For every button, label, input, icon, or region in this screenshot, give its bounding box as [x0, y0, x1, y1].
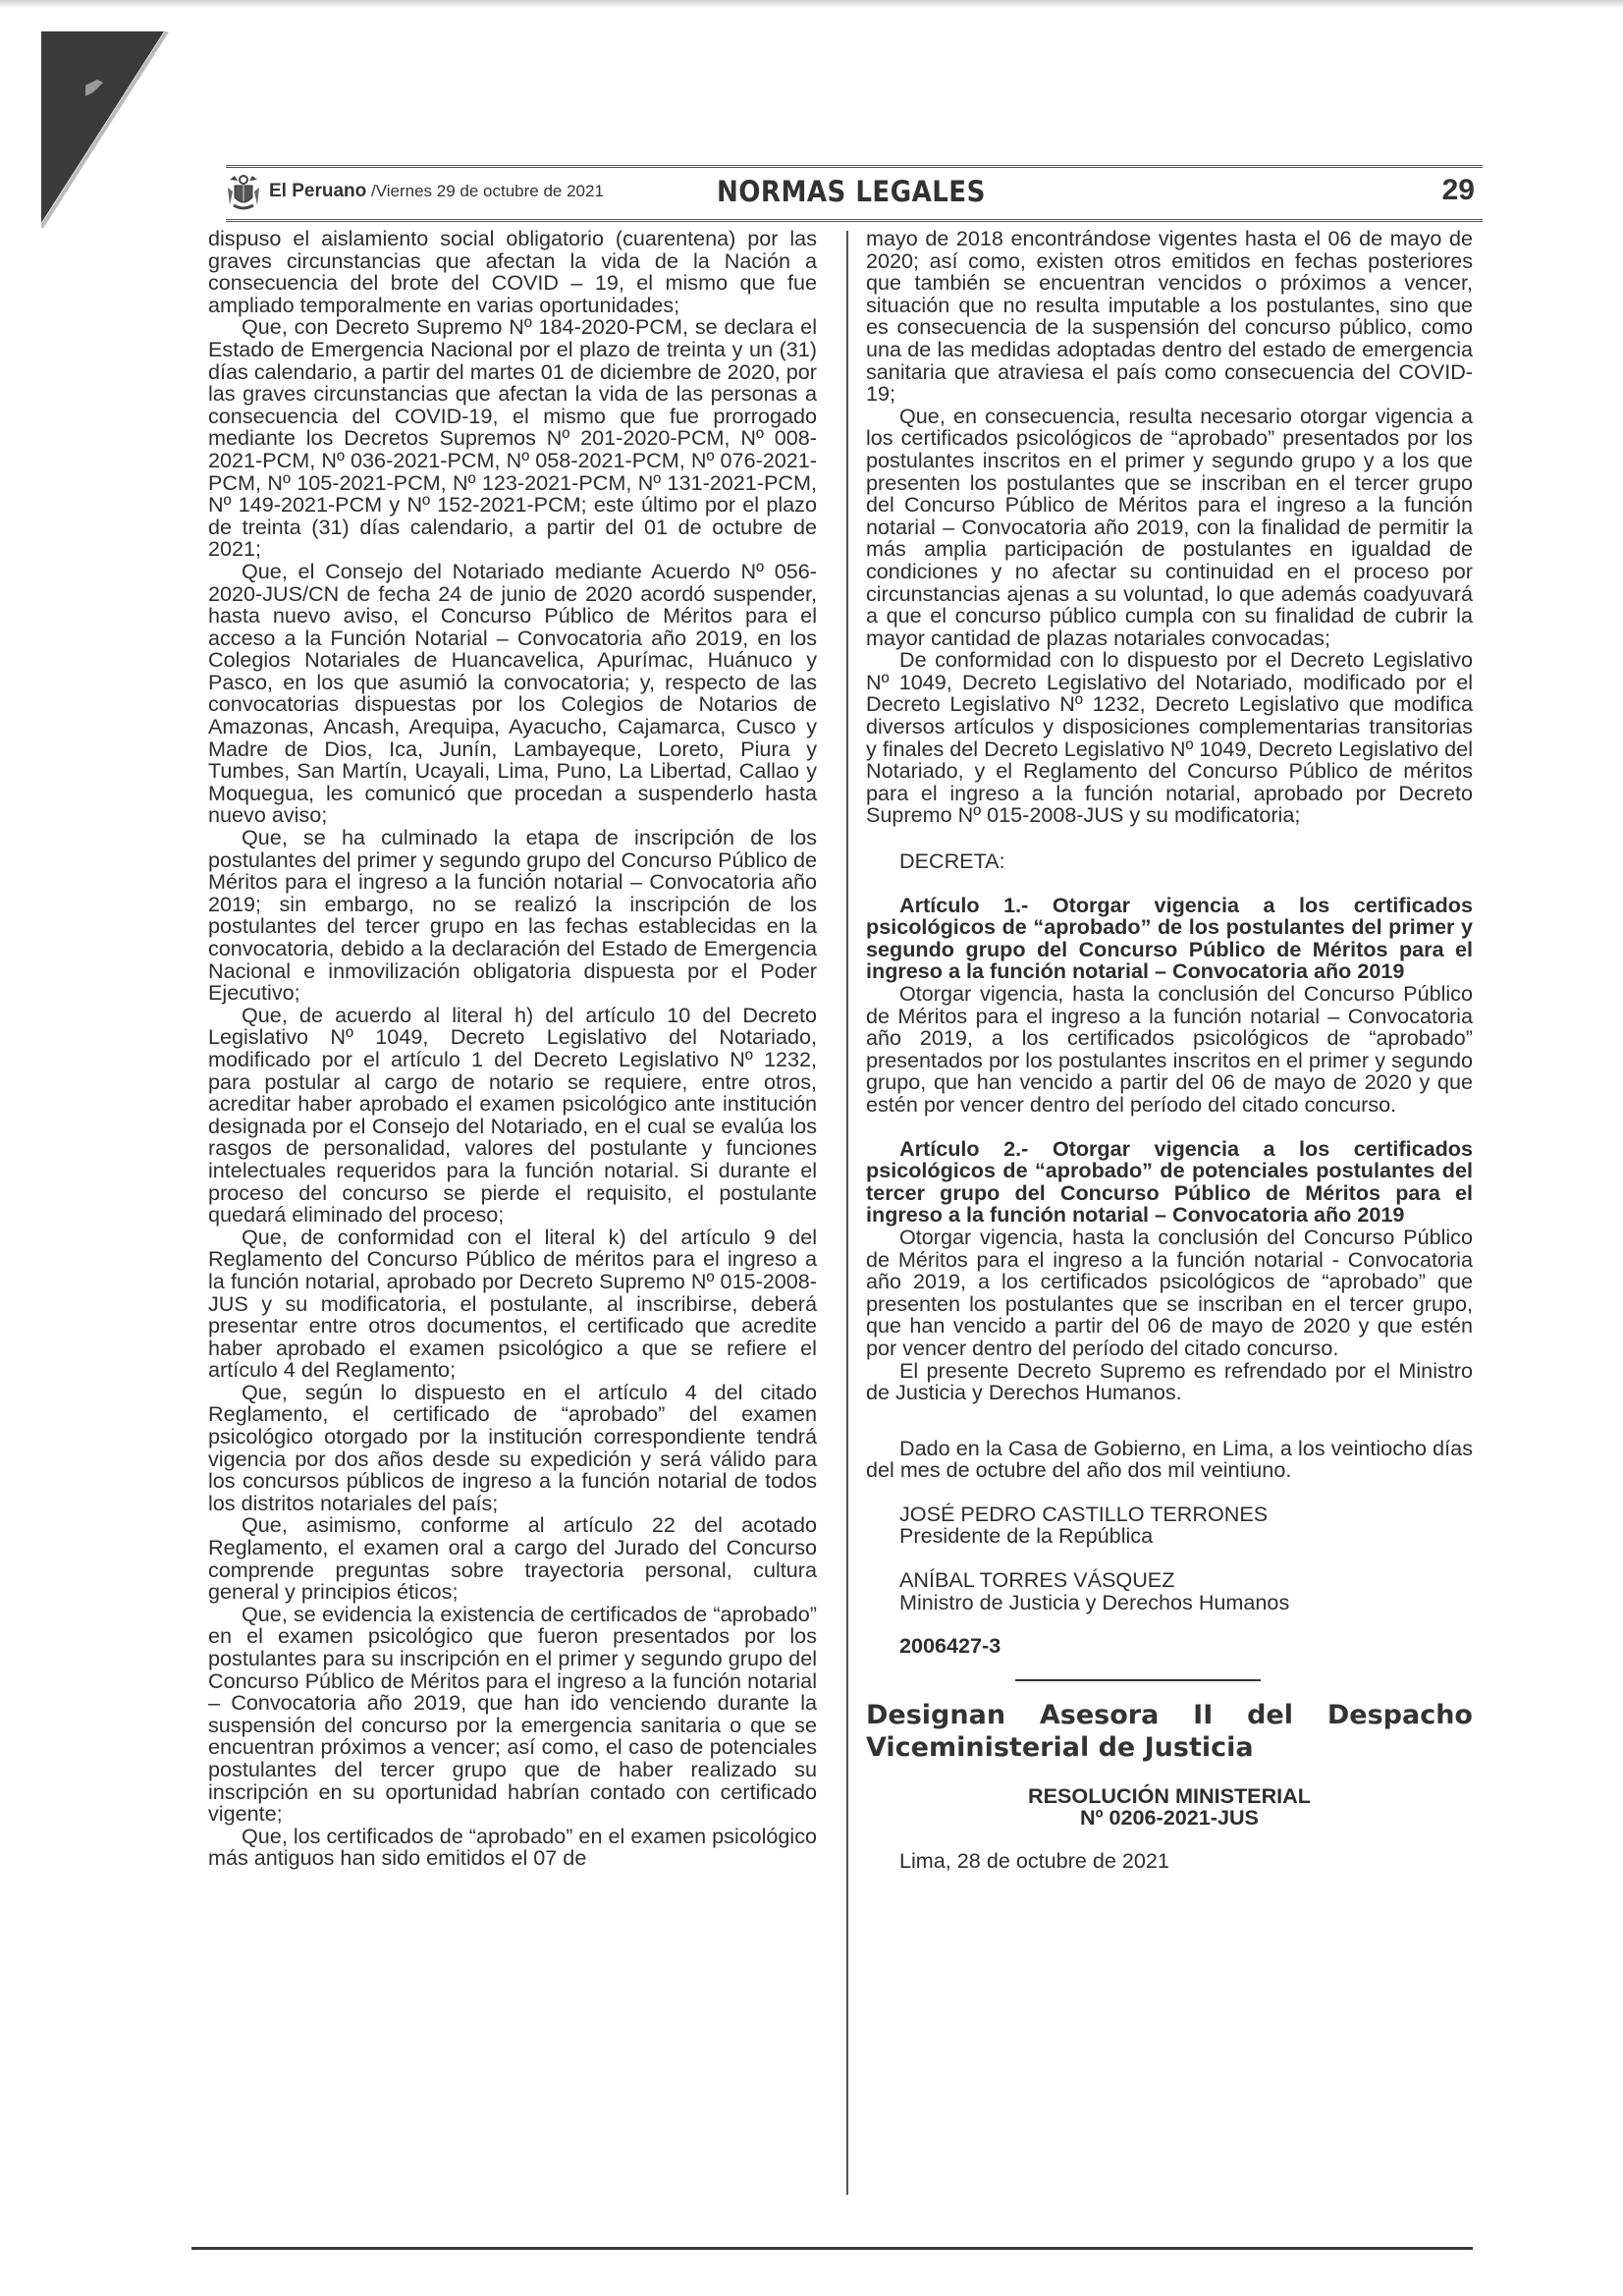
paragraph: Que, según lo dispuesto en el artículo 4 del citado Reglamento, el certificado de “aprobado” del examen psicológico otorgado por la institución correspondiente tendrá vigencia por dos años desde su expedición y será válido para los concursos públicos de ingreso a la función notarial de todos los distritos notariales del país;: [208, 1379, 817, 1515]
headline-word: Despacho: [1326, 1699, 1473, 1730]
right-column: [866, 228, 1473, 1872]
issue-date: /Viernes 29 de octubre de 2021: [366, 182, 604, 200]
paragraph: De conformidad con lo dispuesto por el Decreto Legislativo Nº 1049, Decreto Legislativo del Notariado, modificado por el Decreto Legislativo Nº 1232, Decreto Legislativo que modifica diversos artículos y disposiciones complementarias transitorias y finales del Decreto Legislativo Nº 1049, Decreto Legislativo del Notariado, y el Reglamento del Concurso Público de méritos para el ingreso a la función notarial, aprobado por Decreto Supremo Nº 015-2008-JUS y su modificatoria;: [866, 647, 1473, 828]
signatory-name: ANÍBAL TORRES VÁSQUEZ: [899, 1567, 1175, 1593]
scan-edge-shadow: [0, 0, 1623, 8]
headline-word: Designan: [866, 1699, 1006, 1730]
decreta-heading: DECRETA:: [899, 848, 1005, 874]
headline-line-2: Viceministerial de Justicia: [866, 1731, 1254, 1763]
newspaper-masthead: [269, 181, 604, 202]
column-divider: [846, 231, 848, 2195]
newspaper-name: El Peruano: [269, 181, 367, 201]
section-title: NORMAS LEGALES: [717, 175, 986, 208]
paragraph: Que, de acuerdo al literal h) del artículo 10 del Decreto Legislativo Nº 1049, Decreto Legislativo del Notariado, modificado por el artículo 1 del Decreto Legislativo Nº 1232, para postular al cargo de notario se requiere, entre otros, acreditar haber aprobado el examen psicológico ante institución designada por el Consejo del Notariado, en el cual se evalúa los rasgos de personalidad, valores del postulante y funciones intelectuales requeridos para la función notarial. Si durante el proceso del concurso se pierde el requisito, el postulante quedará eliminado del proceso;: [208, 1002, 817, 1228]
paragraph: dispuso el aislamiento social obligatorio (cuarentena) por las graves circunstancias que afectan la vida de la Nación a consecuencia del brote del COVID – 19, el mismo que fue ampliado temporalmente en varias oportunidades;: [208, 226, 817, 317]
publication-code: 2006427-3: [899, 1633, 1001, 1659]
paragraph: Que, asimismo, conforme al artículo 22 del acotado Reglamento, el examen oral a cargo del Jurado del Concurso comprende preguntas sobre trayectoria personal, cultura general y principios éticos;: [208, 1512, 817, 1605]
given-at-paragraph: Dado en la Casa de Gobierno, en Lima, a los veintiocho días del mes de octubre del año dos mil veintiuno.: [866, 1435, 1473, 1483]
headline-word: del: [1247, 1699, 1294, 1730]
place-date: Lima, 28 de octubre de 2021: [899, 1847, 1169, 1873]
folded-corner-shadow: [41, 31, 179, 228]
section-separator: [1015, 1679, 1261, 1681]
article-2-body: Otorgar vigencia, hasta la conclusión del Concurso Público de Méritos para el ingreso a la función notarial - Convocatoria año 2019, a los certificados psicológicos de “aprobado” que presenten los postulantes que se inscriban en el tercer grupo, que han vencido a partir del 06 de mayo de 2020 y que estén por vencer dentro del período del citado concurso.: [866, 1224, 1473, 1360]
page-number: 29: [1441, 174, 1475, 206]
article-1-body: Otorgar vigencia, hasta la conclusión del Concurso Público de Méritos para el ingreso a la función notarial – Convocatoria año 2019, a los certificados psicológicos de “aprobado” presentados por los postulantes inscritos en el primer y segundo grupo, que han vencido a partir del 06 de mayo de 2020 y que estén por vencer dentro del período del citado concurso.: [866, 981, 1473, 1117]
headline-word: Asesora: [1039, 1699, 1160, 1730]
page-bottom-rule: [191, 2247, 1473, 2250]
page-header: [226, 165, 1483, 222]
paragraph: Que, de conformidad con el literal k) del artículo 9 del Reglamento del Concurso Público de méritos para el ingreso a la función notarial, aprobado por Decreto Supremo Nº 015-2008-JUS y su modificatoria, el postulante, al inscribirse, deberá presentar entre otros documentos, el certificado que acredite haber aprobado el examen psicológico a que se refiere el artículo 4 del Reglamento;: [208, 1224, 817, 1383]
article-1-title: Artículo 1.- Otorgar vigencia a los certificados psicológicos de “aprobado” de los postulantes del primer y segundo grupo del Concurso Público de Méritos para el ingreso a la función notarial – Convocatoria año 2019: [866, 892, 1473, 984]
signatory-name: JOSÉ PEDRO CASTILLO TERRONES: [899, 1501, 1269, 1526]
coat-of-arms-icon: [226, 174, 261, 211]
next-article-headline: [866, 1699, 1473, 1764]
paragraph: Que, en consecuencia, resulta necesario otorgar vigencia a los certificados psicológicos de “aprobado” presentados por los postulantes inscritos en el primer y segundo grupo y a los que presenten los postulantes que se inscriban en el tercer grupo del Concurso Público de Méritos para el ingreso a la función notarial – Convocatoria año 2019, con la finalidad de permitir la más amplia participación de postulantes en igualdad de condiciones y no afectar su continuidad en el proceso por circunstancias ajenas a su voluntad, lo que además coadyuvará a que el concurso público cumpla con su finalidad de cubrir la mayor cantidad de plazas notariales convocadas;: [866, 403, 1473, 650]
paragraph: Que, se ha culminado la etapa de inscripción de los postulantes del primer y segundo grupo del Concurso Público de Méritos para el ingreso a la función notarial – Convocatoria año 2019; sin embargo, no se realizó la inscripción de los postulantes del tercer grupo en las fechas establecidas en la convocatoria, debido a la declaración del Estado de Emergencia Nacional e inmovilización obligatoria dispuesta por el Poder Ejecutivo;: [208, 825, 817, 1006]
paragraph: Que, el Consejo del Notariado mediante Acuerdo Nº 056-2020-JUS/CN de fecha 24 de junio de 2020 acordó suspender, hasta nuevo aviso, el Concurso Público de Méritos para el acceso a la Función Notarial – Convocatoria año 2019, en los Colegios Notariales de Huancavelica, Apurímac, Huánuco y Pasco, en los que asumió la convocatoria; y, respecto de las convocatorias dispuestas por los Colegios de Notarios de Amazonas, Ancash, Arequipa, Ayacucho, Cajamarca, Cusco y Madre de Dios, Ica, Junín, Lambayeque, Loreto, Piura y Tumbes, San Martín, Ucayali, Lima, Puno, La Libertad, Callao y Moquegua, les comunicó que procedan a suspenderlo hasta nuevo aviso;: [208, 558, 817, 828]
refrendo-paragraph: El presente Decreto Supremo es refrendado por el Ministro de Justicia y Derechos Humanos.: [866, 1357, 1473, 1405]
headline-word: II: [1193, 1699, 1214, 1730]
left-column: [208, 228, 817, 1870]
paragraph: Que, con Decreto Supremo Nº 184-2020-PCM, se declara el Estado de Emergencia Nacional por el plazo de treinta y un (31) días calendario, a partir del martes 01 de diciembre de 2020, por las graves circunstancias que afectan la vida de las personas a consecuencia del COVID-19, el mismo que fue prorrogado mediante los Decretos Supremos Nº 201-2020-PCM, Nº 008-2021-PCM, Nº 036-2021-PCM, Nº 058-2021-PCM, Nº 076-2021-PCM, Nº 105-2021-PCM, Nº 123-2021-PCM, Nº 131-2021-PCM, Nº 149-2021-PCM y Nº 152-2021-PCM; este último por el plazo de treinta (31) días calendario, a partir del 01 de octubre de 2021;: [208, 314, 817, 562]
paragraph: Que, se evidencia la existencia de certificados de “aprobado” en el examen psicológico que fueron presentados por los postulantes para su inscripción en el primer y segundo grupo del Concurso Público de Méritos para el ingreso a la función notarial – Convocatoria año 2019, que han ido venciendo durante la suspensión del concurso por la emergencia sanitaria o que se encuentran próximos a vencer; así como, el caso de potenciales postulantes del tercer grupo que de haber realizado su inscripción en su oportunidad habrían contado con certificado vigente;: [208, 1601, 817, 1827]
article-2-title: Artículo 2.- Otorgar vigencia a los certificados psicológicos de “aprobado” de potenciales postulantes del tercer grupo del Concurso Público de Méritos para el ingreso a la función notarial – Convocatoria año 2019: [866, 1135, 1473, 1228]
signatory-role: Ministro de Justicia y Derechos Humanos: [899, 1589, 1290, 1614]
resolution-type: RESOLUCIÓN MINISTERIAL: [1028, 1782, 1311, 1808]
signatory-role: Presidente de la República: [899, 1523, 1154, 1549]
paragraph: mayo de 2018 encontrándose vigentes hasta el 06 de mayo de 2020; así como, existen otros emitidos en fechas posteriores que también se encuentran vencidos o próximos a vencer, situación que no resulta imputable a los postulantes, sino que es consecuencia de la suspensión del concurso público, como una de las medidas adoptadas dentro del estado de emergencia sanitaria que atraviesa el país como consecuencia del COVID-19;: [866, 226, 1473, 407]
paragraph: Que, los certificados de “aprobado” en el examen psicológico más antiguos han sido emitidos el 07 de: [208, 1823, 817, 1871]
resolution-number: Nº 0206-2021-JUS: [1080, 1804, 1259, 1830]
